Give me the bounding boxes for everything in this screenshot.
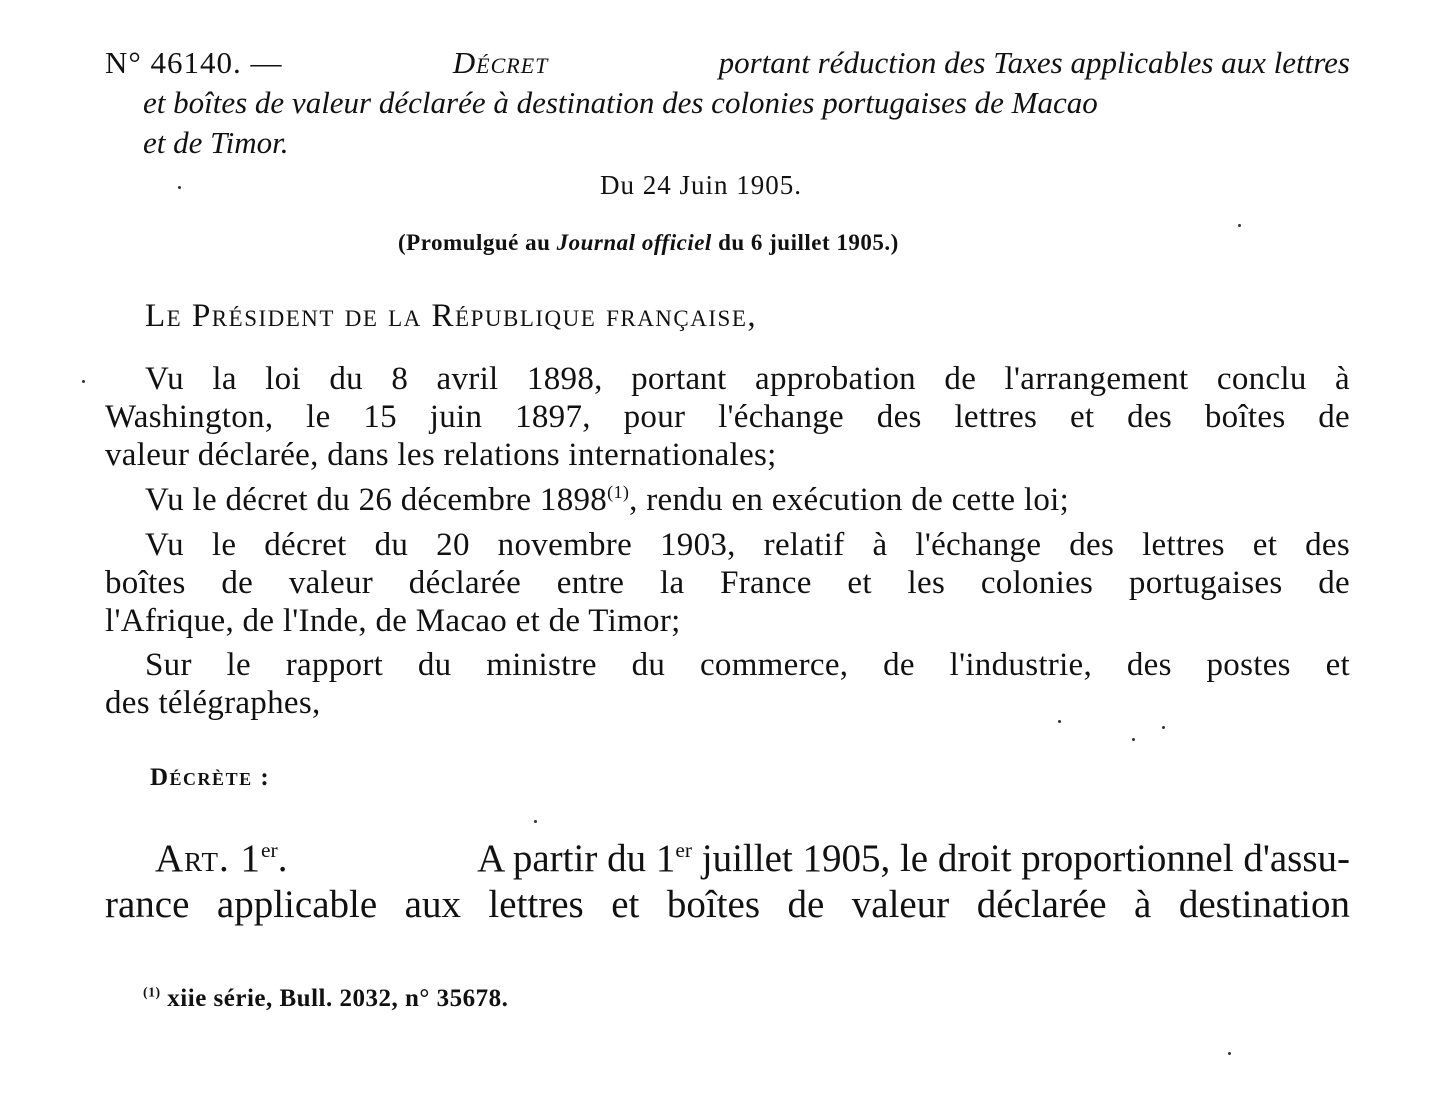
article-line-1-b: juillet 1905, le droit proportionnel d'assu- bbox=[701, 837, 1350, 880]
vu-decret-1898 bbox=[145, 481, 1069, 519]
decree-title-line-3: et de Timor. bbox=[143, 125, 289, 160]
promulgation-prefix: (Promulgué au bbox=[398, 230, 551, 255]
article-1-line-1 bbox=[155, 836, 1350, 882]
article-line-1-a: A partir du 1 bbox=[477, 837, 676, 880]
promulgation-suffix: du 6 juillet 1905.) bbox=[718, 230, 899, 255]
sur-rapport-line-1: Sur le rapport du ministre du commerce, de l'industrie, des postes et bbox=[145, 647, 1350, 683]
article-label bbox=[155, 836, 287, 882]
article-label-text: Art. 1 bbox=[155, 837, 262, 880]
vu-loi-line-1: Vu la loi du 8 avril 1898, portant approbation de l'arrangement conclu à bbox=[145, 361, 1350, 397]
vu-loi-line-2: Washington, le 15 juin 1897, pour l'échange des lettres et des boîtes de bbox=[105, 399, 1350, 435]
promulgation-note bbox=[398, 230, 899, 256]
scan-speck bbox=[1132, 738, 1135, 741]
decrete-heading: Décrète : bbox=[150, 764, 271, 791]
sur-rapport-line-2: des télégraphes, bbox=[105, 685, 321, 721]
promulgation-journal: Journal officiel bbox=[556, 230, 712, 255]
decree-title-line-2: et boîtes de valeur déclarée à destination des colonies portugaises de Macao bbox=[143, 85, 1098, 120]
president-heading: Le Président de la République française, bbox=[145, 298, 758, 334]
decree-number: N° 46140. — bbox=[105, 45, 283, 80]
scan-speck bbox=[534, 820, 537, 823]
scan-speck bbox=[1228, 1052, 1231, 1055]
article-line-1-text bbox=[477, 836, 1350, 882]
article-line-1-sup: er bbox=[675, 838, 692, 862]
footnote-marker: (1) bbox=[143, 984, 161, 1000]
vu-loi-line-3: valeur déclarée, dans les relations internationales; bbox=[105, 437, 777, 473]
decree-title-rest: portant réduction des Taxes applicables aux lettres bbox=[718, 45, 1350, 80]
scan-speck bbox=[82, 380, 85, 383]
vu-decret-1903-line-2: boîtes de valeur déclarée entre la France et les colonies portugaises de bbox=[105, 565, 1350, 601]
article-label-end: . bbox=[277, 837, 288, 880]
footnote bbox=[143, 985, 508, 1013]
decree-word: Décret bbox=[452, 45, 549, 80]
scan-speck bbox=[1238, 224, 1241, 227]
scan-speck bbox=[1162, 726, 1165, 729]
vu-decret-1898-text: Vu le décret du 26 décembre 1898 bbox=[145, 482, 608, 518]
decree-title-line-1 bbox=[105, 44, 1350, 82]
footnote-text: xiie série, Bull. 2032, n° 35678. bbox=[167, 985, 509, 1012]
article-1-line-2: rance applicable aux lettres et boîtes de valeur déclarée à destination bbox=[105, 883, 1350, 926]
vu-decret-1903-line-1: Vu le décret du 20 novembre 1903, relatif à l'échange des lettres et des bbox=[145, 527, 1350, 563]
footnote-ref: (1) bbox=[607, 482, 630, 502]
scan-speck bbox=[1058, 720, 1061, 723]
vu-decret-1898-rest: , rendu en exécution de cette loi; bbox=[629, 482, 1070, 518]
article-label-sup: er bbox=[261, 838, 278, 862]
scan-speck bbox=[178, 186, 181, 189]
decree-date: Du 24 Juin 1905. bbox=[600, 170, 803, 200]
vu-decret-1903-line-3: l'Afrique, de l'Inde, de Macao et de Timor; bbox=[105, 603, 681, 639]
